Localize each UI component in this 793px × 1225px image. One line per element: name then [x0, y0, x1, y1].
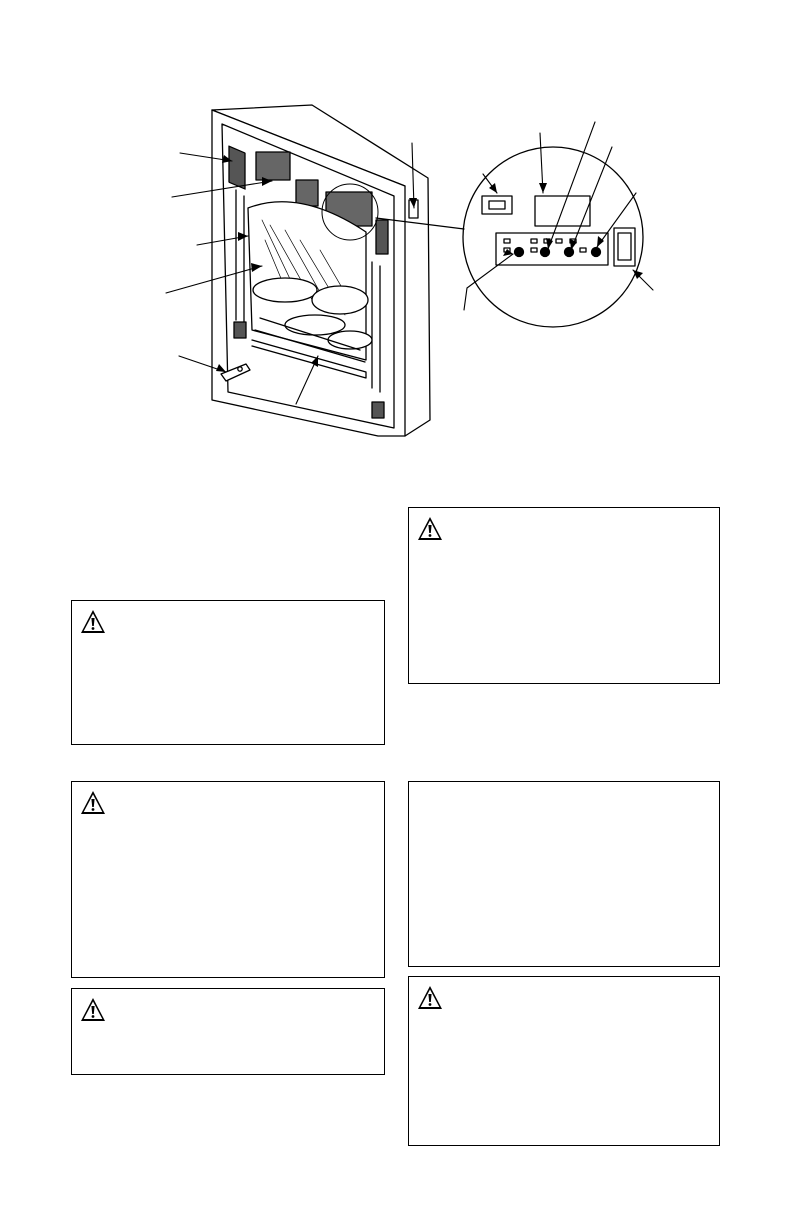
- warning-box: [71, 781, 385, 978]
- warning-triangle-icon: [417, 516, 443, 542]
- warning-triangle-icon: [417, 985, 443, 1011]
- notice-box: [408, 781, 720, 967]
- warning-box: [71, 600, 385, 745]
- warning-triangle-icon: [80, 609, 106, 635]
- warning-triangle-icon: [80, 790, 106, 816]
- control-panel-magnified: [376, 147, 643, 327]
- warning-box: [71, 988, 385, 1075]
- warning-box: [408, 507, 720, 684]
- fireplace-diagram: [0, 0, 793, 470]
- warning-box: [408, 976, 720, 1146]
- warning-triangle-icon: [80, 997, 106, 1023]
